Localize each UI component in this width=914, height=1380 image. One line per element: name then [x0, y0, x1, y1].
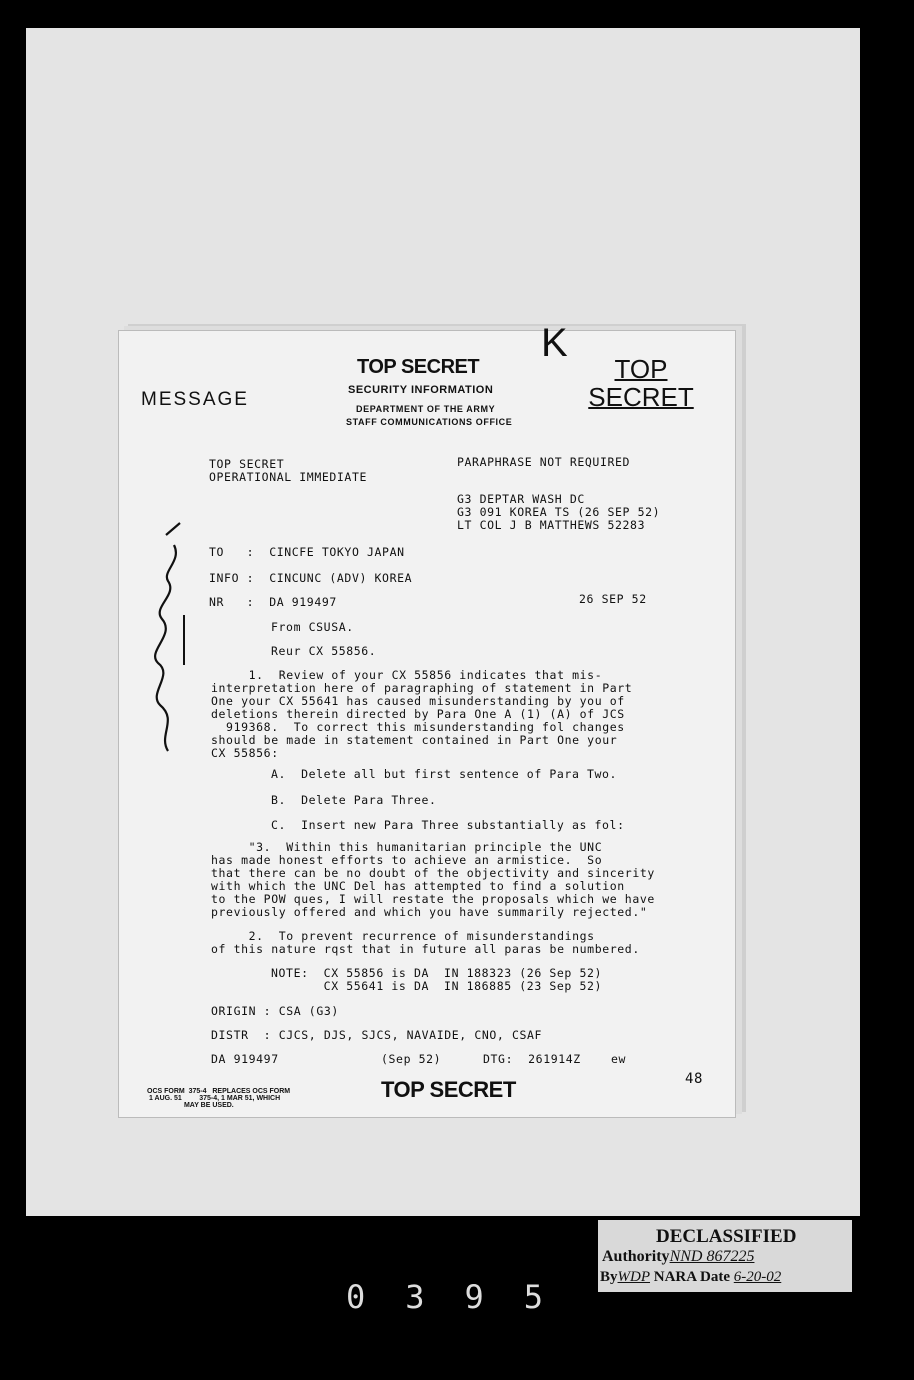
security-information: SECURITY INFORMATION — [348, 384, 494, 396]
by-value: WDP — [617, 1269, 651, 1285]
authority-value: NND 867225 — [669, 1248, 755, 1265]
stamp-line-1: TOP — [614, 354, 668, 384]
declassified-title: DECLASSIFIED — [656, 1226, 797, 1247]
department-name: DEPARTMENT OF THE ARMY — [356, 404, 496, 414]
to-line: TO : CINCFE TOKYO JAPAN — [209, 545, 405, 559]
da-number: DA 919497 — [211, 1052, 279, 1066]
message-label: MESSAGE — [141, 389, 249, 410]
nr-line: NR : DA 919497 — [209, 595, 337, 609]
nara-date-label: NARA Date — [650, 1269, 734, 1285]
authority-label: Authority — [602, 1248, 670, 1265]
form-label: OCS FORM 375-4 REPLACES OCS FORM 1 AUG. 51 375-4, 1 MAR 51, WHICH MAY BE USED. — [147, 1088, 291, 1109]
item-a: A. Delete all but first sentence of Para Two. — [271, 767, 618, 781]
item-b: B. Delete Para Three. — [271, 793, 437, 807]
from-office: G3 DEPTAR WASH DC — [457, 492, 585, 506]
dtg-line: DTG: 261914Z — [483, 1052, 581, 1066]
quoted-paragraph: "3. Within this humanitarian principle the UNC has made honest efforts to achieve an armistice. So that there can be no doubt of the objectivity and sincerity with which the UNC Del has attempted to find a solution to the POW ques, I will restate the proposals which we have previously offered and which you have summarily rejected." — [211, 840, 655, 919]
paragraph-1: 1. Review of your CX 55856 indicates that mis- interpretation here of paragraphing of statement in Part One your CX 55641 has caused misunderstanding by you of deletions therein directed by Para One A (1) (A) of JCS 919368. To correct this misunderstanding fol changes should be made in statement contained in Part One your CX 55856: — [211, 668, 633, 760]
header-classification: TOP SECRET — [357, 356, 480, 378]
reference: G3 091 KOREA TS (26 SEP 52) — [457, 505, 661, 519]
authority-line — [602, 1248, 754, 1266]
from-line: From CSUSA. — [271, 620, 354, 634]
origin-line: ORIGIN : CSA (G3) — [211, 1004, 339, 1018]
sep-label: (Sep 52) — [381, 1052, 442, 1066]
note-block: NOTE: CX 55856 is DA IN 188323 (26 Sep 52) CX 55641 is DA IN 186885 (23 Sep 52) — [271, 966, 603, 993]
by-label: By — [600, 1269, 618, 1285]
declassification-stamp — [598, 1220, 852, 1292]
paraphrase-note: PARAPHRASE NOT REQUIRED — [457, 455, 631, 469]
by-line — [600, 1269, 781, 1286]
handwritten-signature — [138, 515, 198, 755]
reur-line: Reur CX 55856. — [271, 644, 377, 658]
footer-classification: TOP SECRET — [381, 1077, 516, 1102]
officer: LT COL J B MATTHEWS 52283 — [457, 518, 646, 532]
top-secret-stamp — [579, 355, 703, 411]
class-line: TOP SECRET — [209, 457, 285, 471]
page-number: 48 — [685, 1071, 704, 1087]
nara-date-value: 6-20-02 — [733, 1269, 782, 1285]
distribution-line: DISTR : CJCS, DJS, SJCS, NAVAIDE, CNO, CSAF — [211, 1028, 543, 1042]
message-date: 26 SEP 52 — [579, 592, 647, 606]
stamp-line-2: SECRET — [588, 382, 694, 412]
handwritten-mark: K — [541, 321, 569, 365]
precedence: OPERATIONAL IMMEDIATE — [209, 470, 367, 484]
item-c: C. Insert new Para Three substantially as fol: — [271, 818, 625, 832]
info-line: INFO : CINCUNC (ADV) KOREA — [209, 571, 413, 585]
frame-number: 0395 — [346, 1278, 584, 1316]
typist-initials: ew — [611, 1052, 627, 1066]
message-form — [118, 321, 736, 1118]
office-name: STAFF COMMUNICATIONS OFFICE — [346, 417, 513, 427]
paragraph-2: 2. To prevent recurrence of misunderstandings of this nature rqst that in future all paras be numbered. — [211, 929, 640, 956]
